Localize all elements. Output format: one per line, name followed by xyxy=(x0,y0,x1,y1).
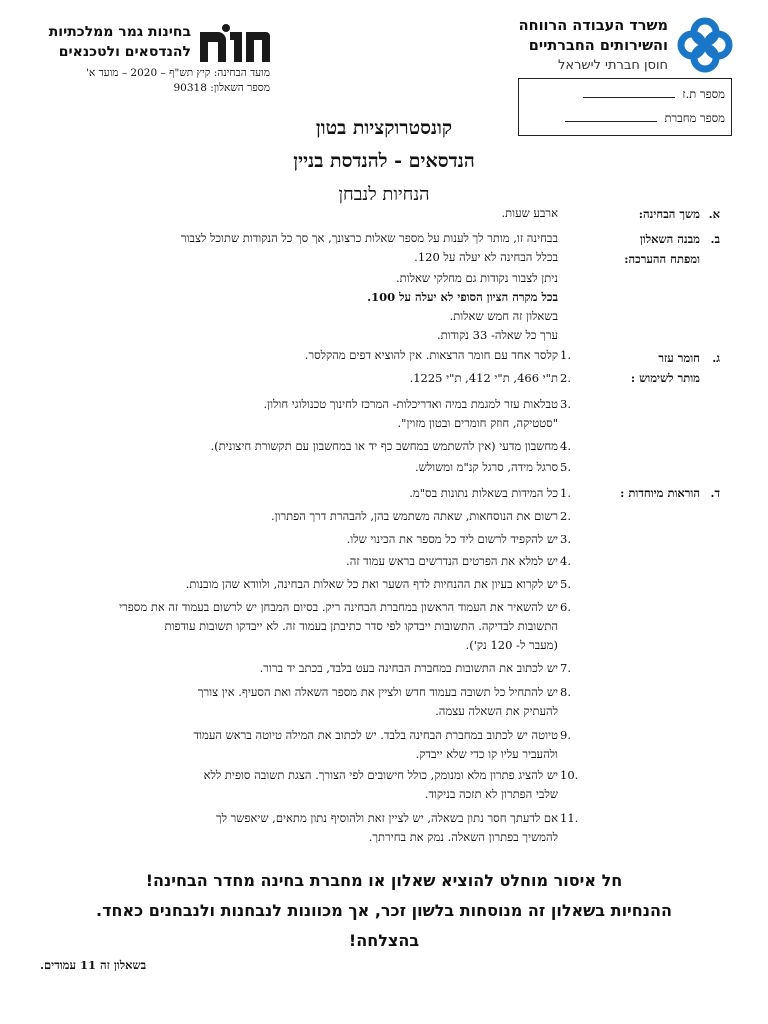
section-b-line: בבחינה זו, מותר לך לענות על מספר שאלות כרצונך, אך סך כל הנקודות שתוכל לצבור xyxy=(180,231,558,245)
track-title: הנדסאים - להנדסת בניין xyxy=(293,150,475,172)
ministry-name-line1: משרד העבודה הרווחה xyxy=(518,18,668,34)
item-number: 4. xyxy=(560,554,571,568)
item-text: אם לדעתך חסר נתון בשאלה, יש לציין זאת ולהוסיף נתון מתאים, שיאפשר לך xyxy=(215,811,558,825)
section-c-label xyxy=(590,348,720,388)
section-c-item xyxy=(38,437,571,456)
item-number: 6. xyxy=(560,600,571,614)
booklet-number-label: מספר מחברת xyxy=(664,111,725,125)
section-d-item xyxy=(18,683,571,721)
item-text: יש להשאיר את העמוד הראשון במחברת הבחינה ריק. בסיום המבחן יש לרשום בעמוד זה את מספרי xyxy=(119,600,558,614)
id-number-label: מספר ת.ז xyxy=(682,87,725,101)
item-text: קלסר אחד עם חומר הרצאות. אין להוציא דפים מהקלסר. xyxy=(304,348,558,362)
item-text-cont: שלבי הפתרון לא תזכה בניקוד. xyxy=(424,787,558,801)
item-text: סרגל מידה, סרגל קנ"מ ומשולש. xyxy=(414,460,558,474)
item-number: 5. xyxy=(560,460,571,474)
section-b-title2: ומפתח ההערכה: xyxy=(624,252,700,266)
exam-date: מועד הבחינה: קיץ תש"ף – 2020 – מועד א' xyxy=(86,67,270,79)
section-d-item xyxy=(18,726,571,764)
section-c-item xyxy=(38,458,571,477)
subject-title: קונסטרוקציות בטון xyxy=(315,117,453,139)
section-d-item xyxy=(18,598,571,655)
item-number: 2. xyxy=(560,371,571,385)
item-number: 1. xyxy=(560,486,571,500)
item-number: 2. xyxy=(560,509,571,523)
mahat-name xyxy=(16,22,191,62)
exam-meta xyxy=(60,66,270,96)
section-b-line: בשאלון זה חמש שאלות. xyxy=(449,309,558,323)
section-d-item xyxy=(18,809,579,847)
pages-note: בשאלון זה 11 עמודים. xyxy=(40,958,147,972)
section-d-item xyxy=(18,507,571,526)
section-d-item xyxy=(18,530,571,549)
item-number: 4. xyxy=(560,439,571,453)
item-text: יש להציג פתרון מלא ומנומק, כולל חישובים לפי הצורך. הצגת תשובה סופית ללא xyxy=(203,768,558,782)
section-b-line: ניתן לצבור נקודות גם מחלקי שאלות. xyxy=(395,271,558,285)
item-number: 5. xyxy=(560,577,571,591)
section-d-item xyxy=(18,766,579,804)
mahat-logo-icon xyxy=(196,22,272,64)
item-number: 3. xyxy=(560,532,571,546)
section-d-label xyxy=(590,483,720,503)
item-number: 11. xyxy=(560,811,579,825)
warning-line: חל איסור מוחלט להוציא שאלון או מחברת בחינה מחדר הבחינה! xyxy=(145,871,623,890)
item-text: יש למלא את הפרטים הנדרשים בראש עמוד זה. xyxy=(346,554,558,568)
item-number: 10. xyxy=(560,768,579,782)
section-c-item xyxy=(38,395,571,433)
section-d-title: הוראות מיוחדות : xyxy=(620,486,700,500)
section-d-item xyxy=(18,552,571,571)
item-number: 7. xyxy=(560,661,571,675)
mahat-name-line2: להנדסאים ולטכנאים xyxy=(58,44,191,60)
item-number: 9. xyxy=(560,728,571,742)
id-number-field[interactable] xyxy=(583,87,675,98)
section-d-letter: ד. xyxy=(710,486,720,500)
section-a-title: משך הבחינה: xyxy=(638,207,700,221)
section-a-text: ארבע שעות. xyxy=(501,206,558,220)
item-number: 1. xyxy=(560,348,571,362)
section-b-line: בכל מקרה הציון הסופי לא יעלה על 100. xyxy=(367,290,558,304)
item-text-cont: (מעבר ל- 120 נק'). xyxy=(465,638,558,652)
item-text: יש לכתוב את התשובות במחברת הבחינה בעט בלבד, בכתב יד ברור. xyxy=(259,661,558,675)
item-text-cont: התשובות לבדיקה. התשובות ייבדקו לפי סדר כתיבתן בעמוד זה. לא ייבדקו תשובות עודפות xyxy=(164,619,558,633)
item-text: טבלאות עזר למגמת במיה ואדריכלות- המרכז לחינוך טכנולוגי חולון. xyxy=(263,397,558,411)
section-d-item xyxy=(18,484,571,503)
item-text: מחשבון מדעי (אין להשתמש במחשב כף יד או במחשבון עם תקשורת חיצונית). xyxy=(210,439,558,453)
ministry-name xyxy=(519,16,668,76)
section-b-line: ערך כל שאלה- 33 נקודות. xyxy=(437,328,558,342)
section-b-letter: ב. xyxy=(710,232,720,246)
item-number: 8. xyxy=(560,685,571,699)
item-text: רשום את הנוסחאות, שאתה משתמש בהן, להבהרת דרך הפתרון. xyxy=(270,509,558,523)
section-d-item xyxy=(18,659,571,678)
question-number: מספר השאלון: 90318 xyxy=(173,82,270,94)
mahat-name-line1: בחינות גמר ממלכתיות xyxy=(48,24,191,40)
item-text-cont: "סטטיקה, חוזק חומרים ובטון מזוין". xyxy=(397,416,558,430)
section-c-title: חומר עזר xyxy=(658,351,700,365)
gender-note: ההנחיות בשאלון זה מנוסחות בלשון זכר, אך מכוונות לנבחנות ולנבחנים כאחד. xyxy=(95,901,672,920)
section-c-item xyxy=(38,346,571,365)
section-c-letter: ג. xyxy=(712,351,720,365)
item-text-cont: להמשיך בפתרון השאלה. נמק את בחירתך. xyxy=(368,830,558,844)
ministry-logo-icon xyxy=(676,16,734,74)
item-text-cont: להעתיק את השאלה עצמה. xyxy=(435,704,558,718)
good-luck: בהצלחה! xyxy=(348,931,420,950)
item-number: 3. xyxy=(560,397,571,411)
item-text: יש לקרוא בעיון את ההנחיות לדף השער ואת כל שאלות הבחינה, ולוודא שהן מובנות. xyxy=(185,577,558,591)
ministry-slogan: חוסן חברתי לישראל xyxy=(558,58,668,73)
mahat-logo-text: מהט xyxy=(234,62,236,63)
id-number-row xyxy=(583,87,725,101)
section-c-item xyxy=(38,369,571,388)
item-text: יש להקפיד לרשום ליד כל מספר את הכינוי שלו. xyxy=(346,532,558,546)
ministry-name-line2: והשירותים החברתיים xyxy=(528,38,668,54)
section-b-text xyxy=(18,229,558,345)
item-text: טיוטה יש לכתוב במחברת הבחינה בלבד. יש לכתוב את המילה טיוטה בראש העמוד xyxy=(193,728,558,742)
section-a-letter: א. xyxy=(708,207,720,221)
titles xyxy=(0,112,768,211)
item-text: יש להתחיל כל תשובה בעמוד חדש ולציין את מספר השאלה ואת הסעיף. אין צורך xyxy=(197,685,558,699)
section-b-title: מבנה השאלון xyxy=(639,232,700,246)
section-c-title2: מותר לשימוש : xyxy=(630,371,700,385)
instructions-title: הנחיות לנבחן xyxy=(338,184,430,205)
item-text: ת"י 466, ת"י 412, ת"י 1225. xyxy=(409,371,558,385)
item-text: כל המידות בשאלות נתונות בס"מ. xyxy=(409,486,558,500)
item-text-cont: ולהעביר עליו קו כדי שלא ייבדק. xyxy=(415,747,558,761)
section-b-line: בכלל הבחינה לא יעלה על 120. xyxy=(414,250,558,264)
section-d-item xyxy=(18,575,571,594)
section-b-label xyxy=(590,229,720,269)
section-a-label xyxy=(590,204,720,224)
